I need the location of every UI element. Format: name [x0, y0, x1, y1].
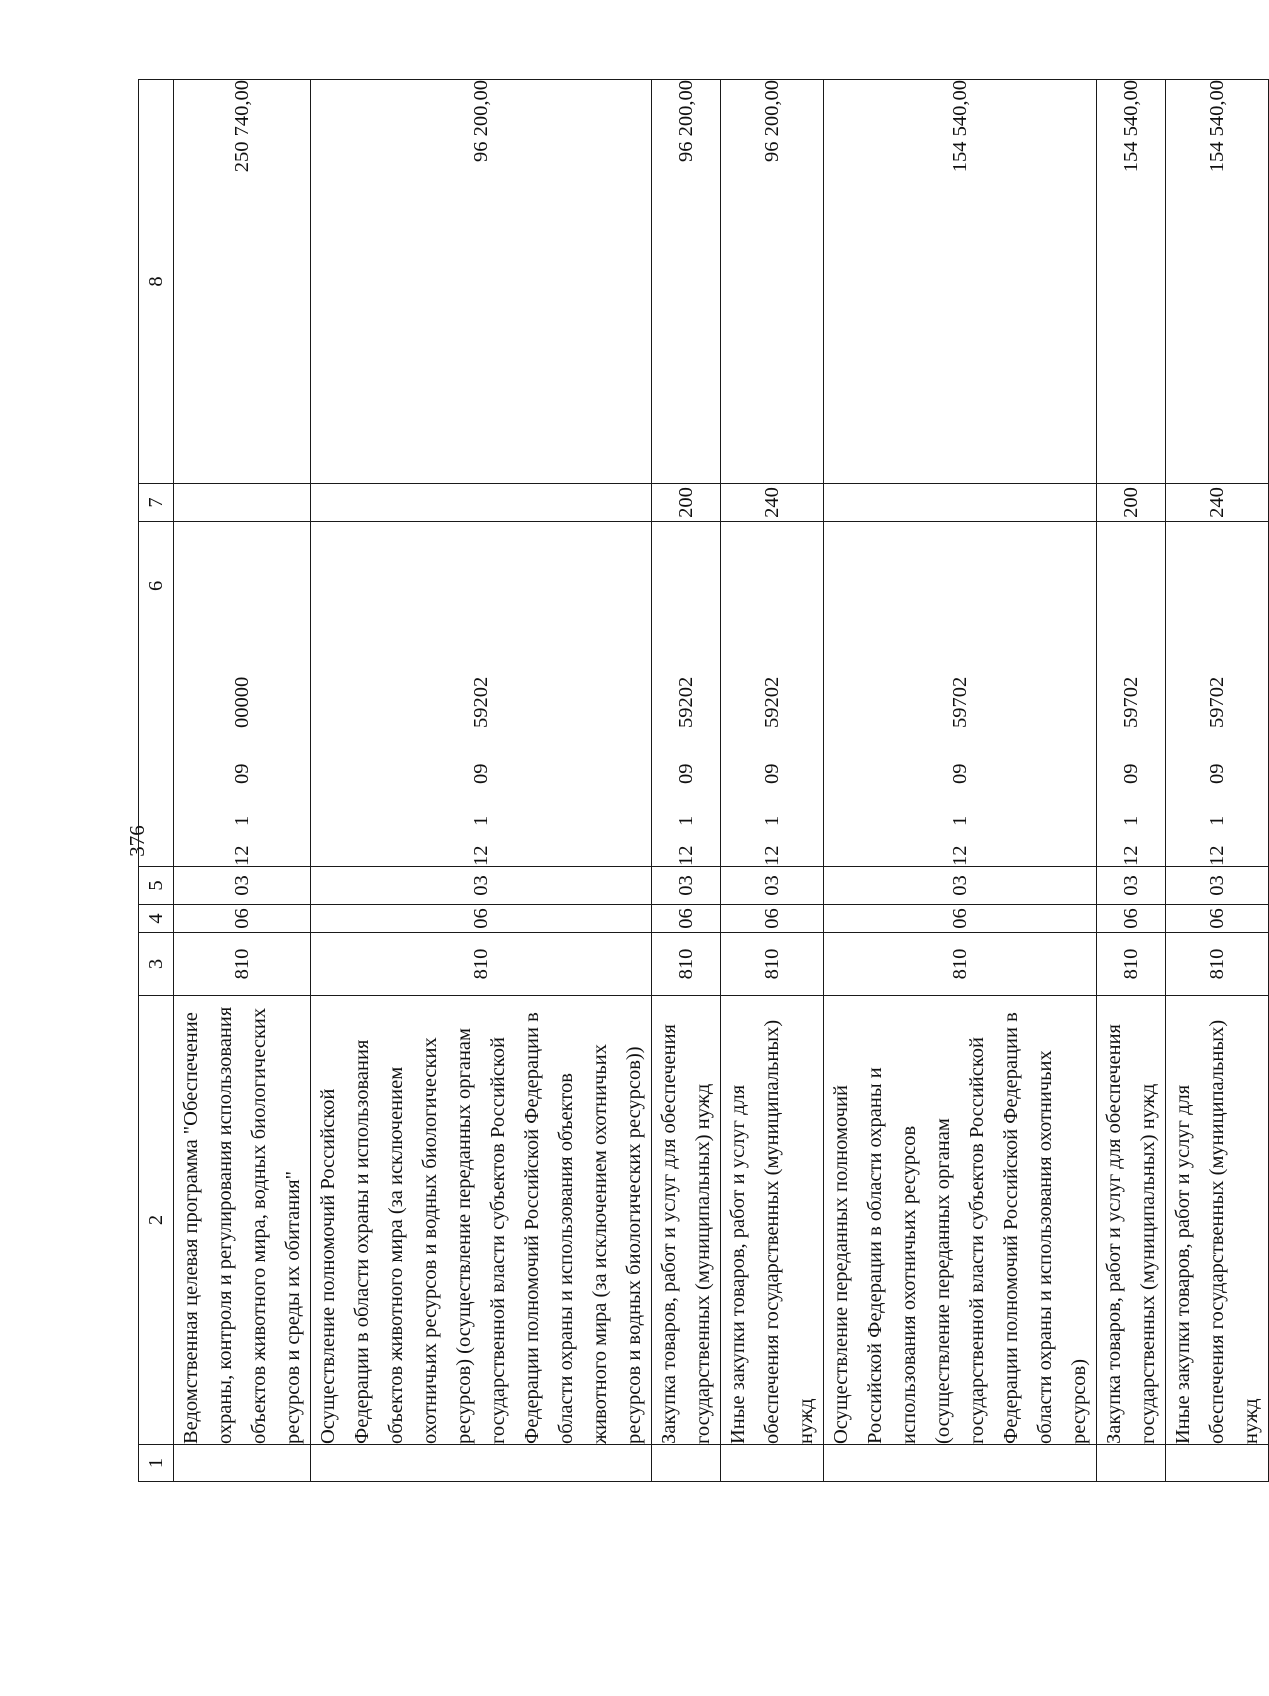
header-cell-4: 4 — [139, 905, 174, 933]
code-cell-4: 06 — [721, 905, 824, 933]
code-cell-3: 810 — [1097, 933, 1166, 996]
target-article-cell — [1097, 522, 1166, 867]
article-part: 1 — [231, 815, 253, 826]
code-cell-5: 03 — [1097, 867, 1166, 905]
page-number: 376 — [125, 825, 149, 857]
article-part: 1 — [761, 815, 783, 826]
article-part: 12 — [1120, 845, 1142, 866]
description-cell: Осуществление переданных полномочий Российской Федерации в области охраны и использования охотничьих ресурсов (осуществление переданных органам государственной власти субъектов Российской Федерации полномочий Российской Федерации в области охраны и использования охотничьих ресурсов) — [824, 996, 1097, 1445]
code-cell-3: 810 — [824, 933, 1097, 996]
description-cell: Ведомственная целевая программа "Обеспечение охраны, контроля и регулирования использования объектов животного мира, водных биологических ресурсов и среды их обитания" — [174, 996, 311, 1445]
code-cell-3: 810 — [721, 933, 824, 996]
code-cell-5: 03 — [652, 867, 721, 905]
code-cell-4: 06 — [311, 905, 652, 933]
article-part: 12 — [470, 845, 492, 866]
article-part: 1 — [1206, 815, 1228, 826]
article-part: 59702 — [1120, 676, 1142, 728]
expense-type-cell: 240 — [1166, 484, 1269, 522]
code-cell-4: 06 — [174, 905, 311, 933]
header-cell-7: 7 — [139, 484, 174, 522]
article-part: 12 — [231, 845, 253, 866]
code-cell-3: 810 — [174, 933, 311, 996]
article-part: 12 — [1206, 845, 1228, 866]
target-article-cell — [311, 522, 652, 867]
header-cell-8: 8 — [139, 80, 174, 484]
article-part: 09 — [1206, 763, 1228, 784]
code-cell-5: 03 — [824, 867, 1097, 905]
article-part: 09 — [675, 763, 697, 784]
target-article-cell — [721, 522, 824, 867]
target-article-cell — [174, 522, 311, 867]
amount-cell: 154 540,00 — [824, 80, 1097, 484]
article-part: 09 — [761, 763, 783, 784]
expense-type-cell: 200 — [652, 484, 721, 522]
code-cell-5: 03 — [721, 867, 824, 905]
description-cell: Иные закупки товаров, работ и услуг для обеспечения государственных (муниципальных) нужд — [1166, 996, 1269, 1445]
code-cell-3: 810 — [1166, 933, 1269, 996]
article-part: 1 — [949, 815, 971, 826]
table-row — [721, 80, 824, 1482]
article-part: 12 — [949, 845, 971, 866]
description-cell: Закупка товаров, работ и услуг для обеспечения государственных (муниципальных) нужд — [1097, 996, 1166, 1445]
article-part: 1 — [675, 815, 697, 826]
article-part: 12 — [675, 845, 697, 866]
table-row — [824, 80, 1097, 1482]
table-row — [174, 80, 311, 1482]
description-cell: Осуществление полномочий Российской Федерации в области охраны и использования объектов животного мира (за исключением охотничьих ресурсов и водных биологических ресурсов) (осуществление переданных органам государственной власти субъектов Российской Федерации полномочий Российской Федерации в области охраны и использования объектов животного мира (за исключением охотничьих ресурсов и водных биологических ресурсов)) — [311, 996, 652, 1445]
header-cell-3: 3 — [139, 933, 174, 996]
code-cell-5: 03 — [1166, 867, 1269, 905]
row-number-cell — [721, 1445, 824, 1482]
row-number-cell — [1166, 1445, 1269, 1482]
code-cell-5: 03 — [174, 867, 311, 905]
amount-cell: 96 200,00 — [652, 80, 721, 484]
article-part: 09 — [470, 763, 492, 784]
header-row — [139, 80, 174, 1482]
amount-cell: 250 740,00 — [174, 80, 311, 484]
article-part: 59202 — [761, 676, 783, 728]
code-cell-4: 06 — [1166, 905, 1269, 933]
article-part: 1 — [470, 815, 492, 826]
code-cell-4: 06 — [652, 905, 721, 933]
target-article-cell — [1166, 522, 1269, 867]
row-number-cell — [311, 1445, 652, 1482]
article-part: 00000 — [231, 676, 253, 728]
amount-cell: 96 200,00 — [721, 80, 824, 484]
target-article-cell — [824, 522, 1097, 867]
article-part: 59702 — [949, 676, 971, 728]
row-number-cell — [174, 1445, 311, 1482]
article-part: 12 — [761, 845, 783, 866]
article-part: 1 — [1120, 815, 1142, 826]
article-part: 09 — [1120, 763, 1142, 784]
article-part: 09 — [949, 763, 971, 784]
expense-type-cell — [174, 484, 311, 522]
target-article-cell — [652, 522, 721, 867]
description-cell: Иные закупки товаров, работ и услуг для обеспечения государственных (муниципальных) нужд — [721, 996, 824, 1445]
code-cell-4: 06 — [824, 905, 1097, 933]
expense-type-cell: 200 — [1097, 484, 1166, 522]
header-cell-1: 1 — [139, 1445, 174, 1482]
row-number-cell — [652, 1445, 721, 1482]
header-cell-6: 6 — [139, 522, 174, 867]
amount-cell: 154 540,00 — [1166, 80, 1269, 484]
expense-type-cell — [824, 484, 1097, 522]
article-part: 59202 — [470, 676, 492, 728]
table-row — [1166, 80, 1269, 1482]
amount-cell: 154 540,00 — [1097, 80, 1166, 484]
amount-cell: 96 200,00 — [311, 80, 652, 484]
header-cell-5: 5 — [139, 867, 174, 905]
row-number-cell — [824, 1445, 1097, 1482]
code-cell-3: 810 — [652, 933, 721, 996]
table-row — [311, 80, 652, 1482]
code-cell-3: 810 — [311, 933, 652, 996]
description-cell: Закупка товаров, работ и услуг для обеспечения государственных (муниципальных) нужд — [652, 996, 721, 1445]
table-row — [1097, 80, 1166, 1482]
article-part: 59202 — [675, 676, 697, 728]
expense-type-cell: 240 — [721, 484, 824, 522]
code-cell-4: 06 — [1097, 905, 1166, 933]
row-number-cell — [1097, 1445, 1166, 1482]
code-cell-5: 03 — [311, 867, 652, 905]
article-part: 59702 — [1206, 676, 1228, 728]
rotated-table-container — [138, 80, 1262, 1482]
table-row — [652, 80, 721, 1482]
expense-type-cell — [311, 484, 652, 522]
budget-table — [138, 79, 1269, 1482]
header-cell-2: 2 — [139, 996, 174, 1445]
article-part: 09 — [231, 763, 253, 784]
